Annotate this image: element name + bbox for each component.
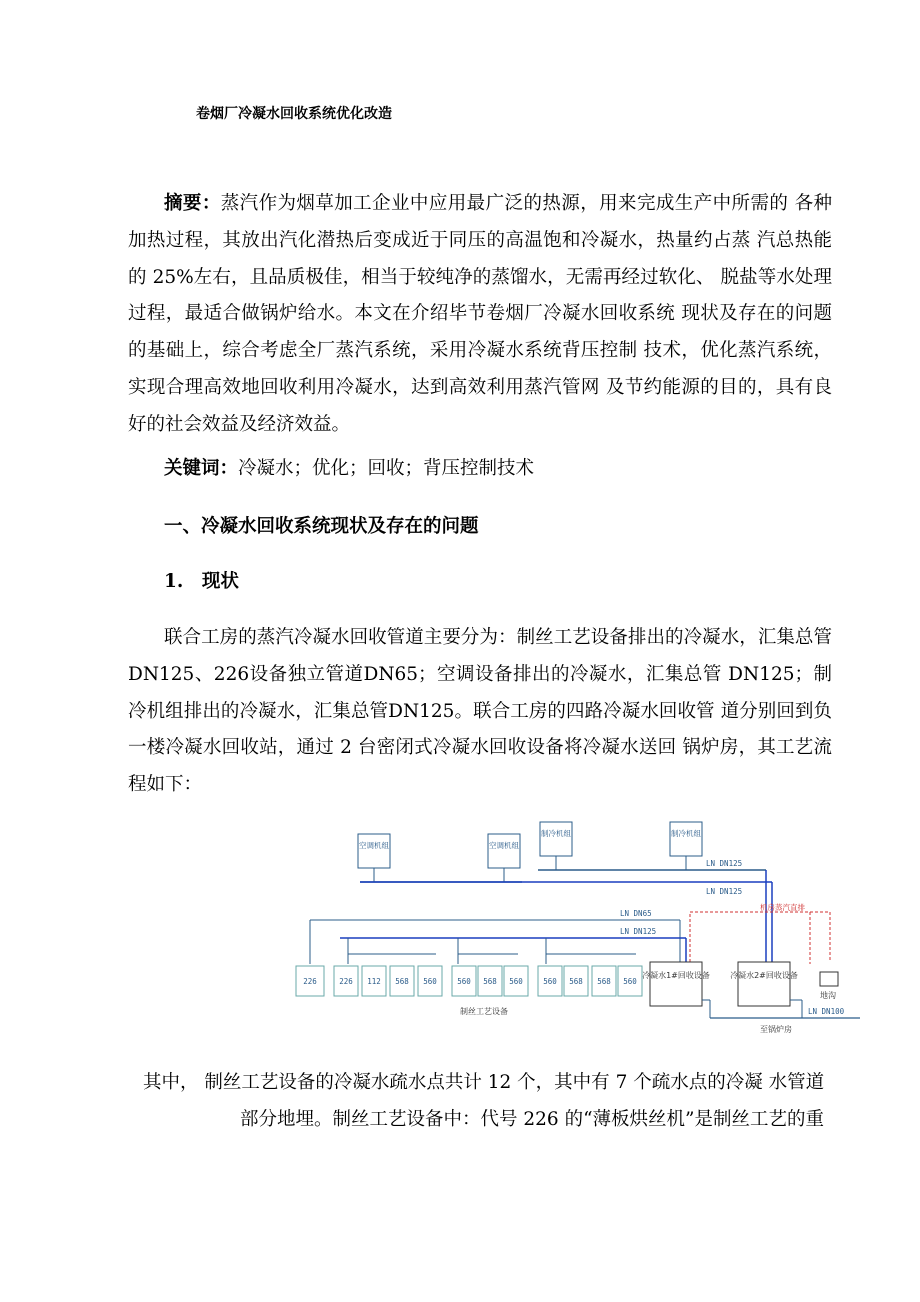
equipment-code: 560 [543,977,557,986]
abstract-paragraph [128,186,832,444]
drain-label: 地沟 [820,991,836,1000]
pipe-label-dn125-3: LN DN125 [620,927,657,936]
equipment-code: 226 [339,977,353,986]
ac-unit-box-2 [488,834,520,868]
keywords-label: 关键词： [164,458,239,479]
keywords-text: 冷凝水；优化；回收；背压控制技术 [238,458,535,479]
body-text-line: 其中， 制丝工艺设备的冷凝水疏水点共计 12 个，其中有 7 个疏水点的冷凝 水管道 [143,1072,825,1093]
chiller-box-1 [540,822,572,856]
equipment-group-label: 制丝工艺设备 [460,1007,508,1016]
abstract-label: 摘要： [164,193,221,214]
ac-unit-label-2: 空调机组 [489,841,519,850]
status-paragraph: 联合工房的蒸汽冷凝水回收管道主要分为：制丝工艺设备排出的冷凝水，汇集总管DN125、226设备独立管道DN65；空调设备排出的冷凝水，汇集总管 DN125；制冷机组排出的冷凝水，汇集总管DN125。联合工房的四路冷凝水回收管 道分别回到负一楼冷凝水回收站，通过 2 台密闭式冷凝水回收设备将冷凝水送回 锅炉房，其工艺流程如下： [128,627,832,796]
ac-unit-label-1: 空调机组 [359,841,389,850]
abstract-text: 蒸汽作为烟草加工企业中应用最广泛的热源，用来完成生产中所需的 各种加热过程，其放出汽化潜热后变成近于同压的高温饱和冷凝水，热量约占蒸 汽总热能的 25%左右，且品质极佳，相当于较纯净的蒸馏水，无需再经过软化、 脱盐等水处理过程，最适合做锅炉给水。本文在介绍毕节卷烟厂冷凝水回收系统 现状及存在的问题的基础上，综合考虑全厂蒸汽系统，采用冷凝水系统背压控制 技术，优化蒸汽系统，实现合理高效地回收利用冷凝水，达到高效利用蒸汽管网 及节约能源的目的，具有良好的社会效益及经济效益。 [128,193,832,435]
equipment-code: 112 [367,977,381,986]
pipe-label-dn100: LN DN100 [808,1007,845,1016]
steam-vent-label: 机房蒸汽直排 [760,903,805,912]
equipment-code: 568 [597,977,611,986]
process-flow-diagram [290,814,870,1046]
equipment-code: 560 [509,977,523,986]
pipe-label-2: LN DN125 [706,887,743,896]
equipment-row [296,966,642,996]
pipe-label-1: LN DN125 [706,859,743,868]
equipment-code: 560 [623,977,637,986]
paper-title: 卷烟厂冷凝水回收系统优化改造 [196,106,392,122]
equipment-code: 568 [395,977,409,986]
equipment-code: 560 [457,977,471,986]
body-text-line: 部分地埋。制丝工艺设备中：代号 226 的“薄板烘丝机”是制丝工艺的重 [240,1109,824,1130]
equipment-code: 568 [569,977,583,986]
equipment-code: 568 [483,977,497,986]
chiller-box-2 [670,822,702,856]
recovery-unit-1 [650,962,702,1006]
boiler-label: 至锅炉房 [760,1025,792,1034]
chiller-label-1: 制冷机组 [541,829,571,838]
section-heading: 一、冷凝水回收系统现状及存在的问题 [164,516,479,537]
keywords-paragraph [128,451,832,488]
subsection-heading: 1. 现状 [164,571,239,592]
recovery-unit-1-label: 冷凝水1#回收设备 [642,971,710,980]
ac-unit-box-1 [358,834,390,868]
equipment-code: 226 [303,977,317,986]
recovery-unit-2-label: 冷凝水2#回收设备 [730,971,798,980]
recovery-unit-2 [738,962,790,1006]
equipment-code: 560 [423,977,437,986]
chiller-label-2: 制冷机组 [671,829,701,838]
pipe-label-dn65: LN DN65 [620,909,652,918]
process-flow-svg [290,814,870,1046]
